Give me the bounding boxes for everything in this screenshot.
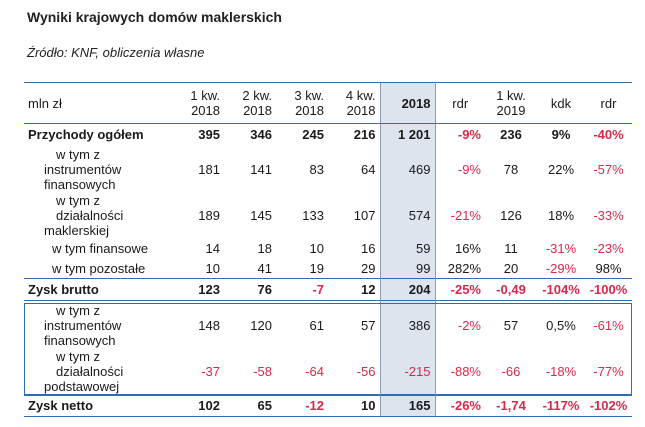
cell: 189: [198, 208, 220, 223]
cell: -31%: [545, 240, 577, 256]
cell: 145: [250, 208, 272, 223]
header-q1-2018: [172, 83, 224, 124]
cell: 12: [328, 279, 380, 301]
cell: 216: [353, 127, 376, 142]
cell-rdr: 16%: [454, 240, 481, 256]
cell: 236: [500, 127, 522, 142]
cell: 76: [224, 279, 276, 301]
header-q1-2019: [485, 83, 537, 124]
row-label: Zysk brutto: [24, 279, 172, 301]
cell: 181: [198, 161, 220, 177]
cell: 141: [250, 161, 272, 177]
cell: 9%: [551, 127, 571, 142]
row-label-line: w tym z: [56, 146, 101, 162]
row-label: [24, 145, 172, 193]
cell: -77%: [593, 364, 624, 379]
cell: 78: [503, 161, 519, 177]
cell: 29: [361, 260, 376, 276]
cell: -12: [276, 395, 328, 417]
row-revenue-brokerage: [24, 193, 632, 238]
cell-rdr: -88%: [450, 364, 481, 379]
row-revenue-total: [24, 124, 632, 146]
cell-2018: 469: [380, 145, 435, 193]
row-label: [24, 301, 172, 350]
cell: 120: [224, 301, 276, 350]
cell: 61: [276, 301, 328, 350]
cell: -23%: [593, 240, 624, 256]
cell-2018: 204: [380, 279, 435, 301]
cell: 22%: [547, 161, 575, 177]
header-rdr-2019: rdr: [585, 83, 632, 124]
header-q1-line2: 2018: [191, 103, 220, 118]
row-label-line: instrumentów: [44, 161, 122, 177]
header-q2-line2: 2018: [243, 103, 272, 118]
cell: 133: [302, 208, 324, 223]
row-revenue-instruments: [24, 145, 632, 193]
results-table: [24, 82, 632, 417]
header-kdk: kdk: [537, 83, 585, 124]
cell: 123: [172, 279, 224, 301]
cell: 10: [309, 240, 324, 256]
cell-rdr: -25%: [435, 279, 485, 301]
cell: 64: [361, 161, 376, 177]
cell: 102: [172, 395, 224, 417]
report-source: Źródło: KNF, obliczenia własne: [27, 45, 205, 60]
cell: -58: [253, 364, 272, 379]
cell: 126: [500, 208, 522, 223]
row-label-line: w tym z działalności: [56, 349, 124, 379]
cell-2018: 574: [380, 193, 435, 238]
row-revenue-financial: [24, 238, 632, 258]
cell: 395: [198, 127, 220, 142]
cell: -37: [201, 364, 220, 379]
cell-2018: 99: [380, 258, 435, 279]
cell: -117%: [537, 395, 585, 417]
cell-rdr: -26%: [435, 395, 485, 417]
row-profit-core: [24, 349, 632, 395]
header-q1-line1: 1 kw.: [190, 88, 220, 103]
row-label: [24, 349, 172, 395]
cell-rdr: 282%: [447, 260, 481, 276]
cell: 148: [172, 301, 224, 350]
cell: -18%: [545, 364, 577, 379]
cell-2018: 59: [380, 238, 435, 258]
cell-2018: 1 201: [380, 124, 435, 146]
row-label-line: podstawowej: [44, 379, 120, 394]
header-q4-line2: 2018: [346, 103, 376, 118]
cell: 10: [328, 395, 380, 417]
cell: -104%: [537, 279, 585, 301]
header-q3-2018: [276, 83, 328, 124]
cell: 245: [302, 127, 324, 142]
row-label: Przychody ogółem: [28, 127, 144, 142]
row-label: w tym finansowe: [52, 240, 149, 256]
cell: 65: [224, 395, 276, 417]
row-label: Zysk netto: [24, 395, 172, 417]
row-revenue-other: [24, 258, 632, 279]
cell: -40%: [593, 127, 624, 142]
row-net-profit: [24, 395, 632, 417]
header-q2-line1: 2 kw.: [242, 88, 272, 103]
cell-2018: -215: [380, 349, 435, 395]
header-q4-2018: [328, 83, 380, 124]
cell: 10: [205, 260, 220, 276]
cell-rdr: -2%: [435, 301, 485, 350]
cell: 20: [503, 260, 519, 276]
table-header-row: [24, 83, 632, 124]
cell: -102%: [585, 395, 632, 417]
cell: -0,49: [485, 279, 537, 301]
cell: 57: [328, 301, 380, 350]
cell: 0,5%: [537, 301, 585, 350]
row-label-line: finansowych: [44, 332, 116, 348]
row-gross-profit: [24, 279, 632, 301]
cell: -33%: [593, 208, 624, 223]
header-q3-line1: 3 kw.: [294, 88, 324, 103]
cell: -61%: [585, 301, 632, 350]
cell: -64: [305, 364, 324, 379]
header-q1-2019-line2: 2019: [496, 103, 526, 118]
header-q4-line1: 4 kw.: [345, 88, 376, 103]
cell: 18%: [547, 208, 575, 223]
cell: 18: [257, 240, 272, 256]
cell-rdr: -21%: [450, 208, 481, 223]
cell: -7: [276, 279, 328, 301]
row-label: w tym pozostałe: [52, 260, 146, 276]
header-q2-2018: [224, 83, 276, 124]
row-label-line: maklerskiej: [44, 223, 110, 238]
cell-2018: 386: [380, 301, 435, 350]
cell: -56: [356, 364, 376, 379]
header-q3-line2: 2018: [295, 103, 324, 118]
cell: -100%: [585, 279, 632, 301]
cell: 57: [485, 301, 537, 350]
cell-2018: 165: [380, 395, 435, 417]
row-label-line: w tym z: [56, 302, 101, 318]
cell: -1,74: [485, 395, 537, 417]
cell-rdr: -9%: [457, 161, 481, 177]
cell: 346: [250, 127, 272, 142]
row-label: [24, 193, 172, 238]
header-year-2018: 2018: [380, 83, 435, 124]
cell: 16: [361, 240, 376, 256]
row-label-line: instrumentów: [44, 317, 122, 333]
cell: 14: [205, 240, 220, 256]
header-rdr: rdr: [435, 83, 485, 124]
cell: -57%: [593, 161, 624, 177]
cell: 41: [257, 260, 272, 276]
cell: -29%: [545, 260, 577, 276]
cell-rdr: -9%: [457, 127, 481, 142]
cell: 98%: [595, 260, 622, 276]
cell: 11: [504, 240, 518, 256]
row-label-line: w tym z działalności: [56, 193, 124, 223]
report-title: Wyniki krajowych domów maklerskich: [27, 9, 282, 25]
cell: 19: [309, 260, 324, 276]
header-q1-2019-line1: 1 kw.: [496, 88, 526, 103]
cell: 83: [309, 161, 324, 177]
cell: -66: [501, 364, 521, 379]
row-profit-instruments: [24, 301, 632, 350]
cell: 107: [353, 208, 376, 223]
row-label-line: finansowych: [44, 176, 116, 192]
header-unit: mln zł: [24, 83, 172, 124]
